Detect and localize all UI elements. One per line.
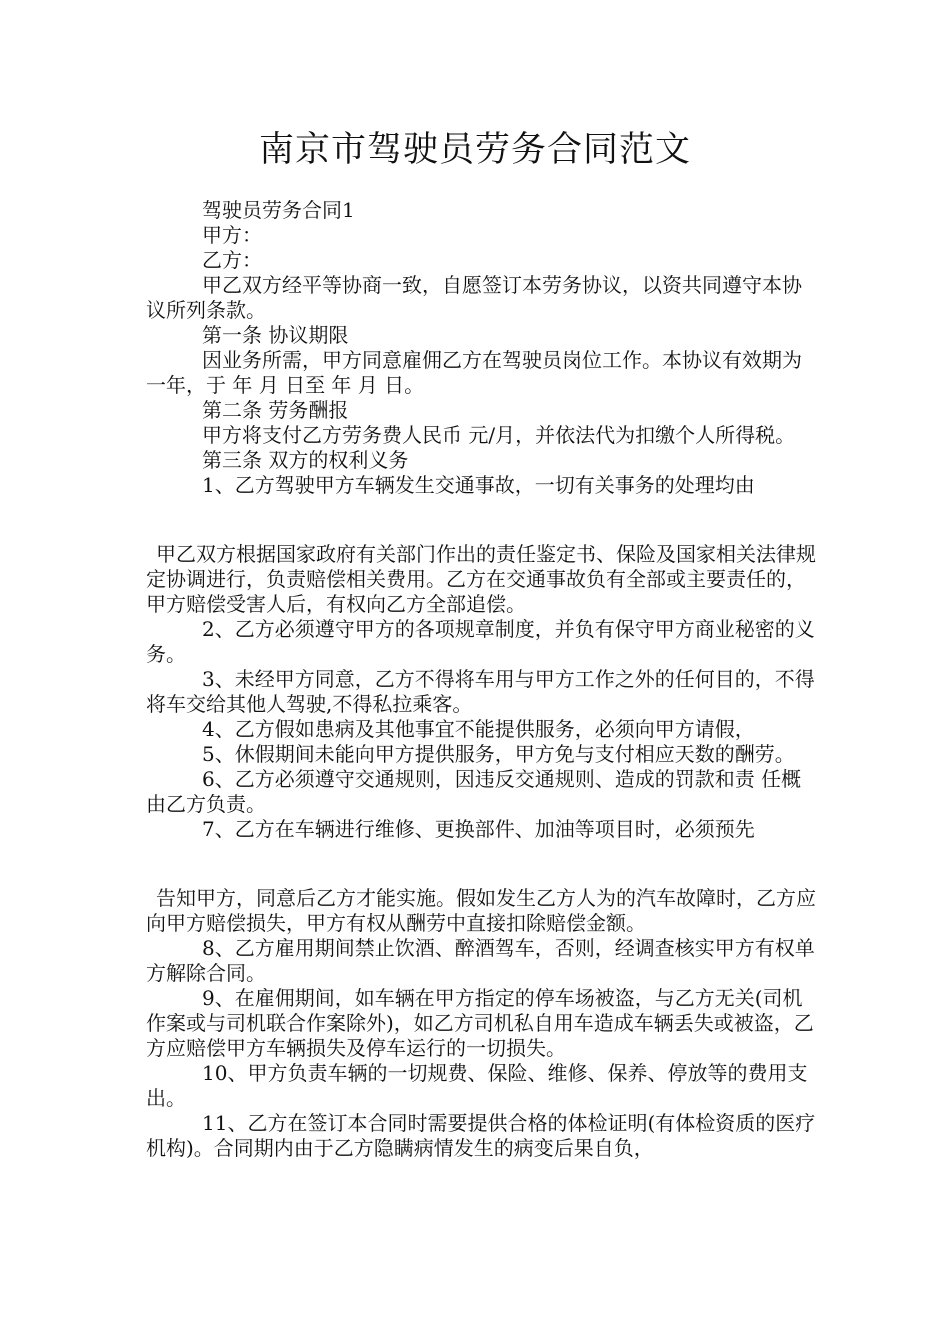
clause-11: 11、乙方在签订本合同时需要提供合格的体检证明(有体检资质的医疗机构)。合同期内由于乙方隐瞒病情发生的病变后果自负， <box>146 1111 816 1160</box>
clause-1-continued: 甲乙双方根据国家政府有关部门作出的责任鉴定书、保险及国家相关法律规定协调进行，负责赔偿相关费用。乙方在交通事故负有全部或主要责任的，甲方赔偿受害人后，有权向乙方全部追偿。 <box>146 542 816 616</box>
clause-10: 10、甲方负责车辆的一切规费、保险、维修、保养、停放等的费用支出。 <box>146 1061 808 1110</box>
clause-7: 7、乙方在车辆进行维修、更换部件、加油等项目时，必须预先 <box>202 817 755 841</box>
document-title: 南京市驾驶员劳务合同范文 <box>258 130 691 170</box>
article-1-text: 因业务所需，甲方同意雇佣乙方在驾驶员岗位工作。本协议有效期为一年，于 年 月 日至 年 月 日。 <box>146 348 802 397</box>
party-b-line: 乙方： <box>202 248 262 272</box>
paragraph-intro: 甲乙双方经平等协商一致，自愿签订本劳务协议，以资共同遵守本协议所列条款。 <box>146 273 802 322</box>
spacer <box>146 498 816 542</box>
clause-9: 9、在雇佣期间，如车辆在甲方指定的停车场被盗，与乙方无关(司机作案或与司机联合作案除外)，如乙方司机私自用车造成车辆丢失或被盗，乙方应赔偿甲方车辆损失及停车运行的一切损失。 <box>146 986 814 1060</box>
clause-3: 3、未经甲方同意，乙方不得将车用与甲方工作之外的任何目的，不得将车交给其他人驾驶,不得私拉乘客。 <box>146 667 815 716</box>
party-a-line: 甲方： <box>202 223 262 247</box>
clause-1: 1、乙方驾驶甲方车辆发生交通事故，一切有关事务的处理均由 <box>202 473 755 497</box>
article-1-heading: 第一条 协议期限 <box>202 323 349 347</box>
clause-5: 5、休假期间未能向甲方提供服务，甲方免与支付相应天数的酬劳。 <box>202 742 795 766</box>
paragraph-heading: 驾驶员劳务合同1 <box>202 198 355 222</box>
document-body <box>146 198 816 1161</box>
article-2-text: 甲方将支付乙方劳务费人民币 元/月，并依法代为扣缴个人所得税。 <box>202 423 796 447</box>
clause-8: 8、乙方雇用期间禁止饮酒、醉酒驾车，否则，经调查核实甲方有权单方解除合同。 <box>146 936 815 985</box>
clause-4: 4、乙方假如患病及其他事宜不能提供服务，必须向甲方请假， <box>202 717 755 741</box>
clause-2: 2、乙方必须遵守甲方的各项规章制度，并负有保守甲方商业秘密的义务。 <box>146 617 815 666</box>
article-2-heading: 第二条 劳务酬报 <box>202 398 349 422</box>
article-3-heading: 第三条 双方的权利义务 <box>202 448 409 472</box>
spacer <box>146 842 816 886</box>
clause-7-continued: 告知甲方，同意后乙方才能实施。假如发生乙方人为的汽车故障时，乙方应向甲方赔偿损失，甲方有权从酬劳中直接扣除赔偿金额。 <box>146 886 816 935</box>
clause-6: 6、乙方必须遵守交通规则，因违反交通规则、造成的罚款和责 任概由乙方负责。 <box>146 767 802 816</box>
